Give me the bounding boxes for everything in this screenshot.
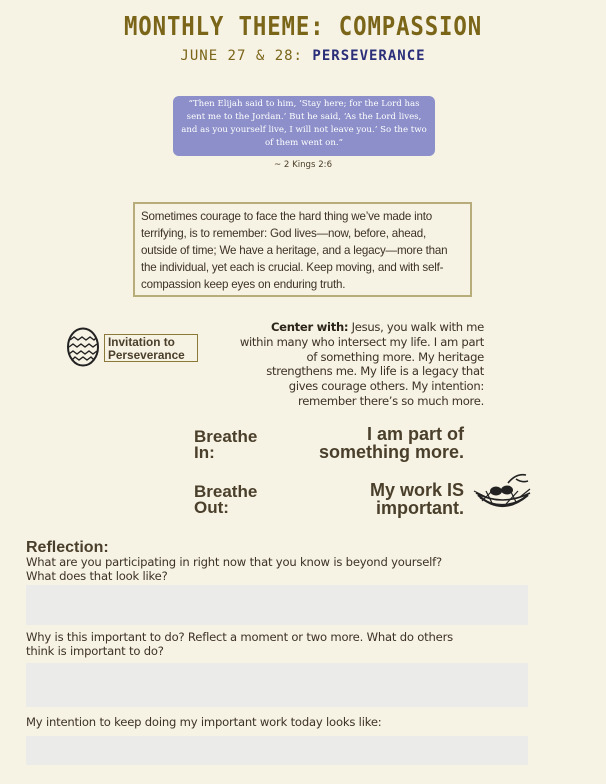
center-line-6: remember there’s so much more. xyxy=(298,393,484,408)
page-title: MONTHLY THEME: COMPASSION xyxy=(123,12,483,42)
answer-box-1[interactable] xyxy=(26,585,528,625)
center-with-text xyxy=(214,320,484,409)
scripture-reference: ~ 2 Kings 2:6 xyxy=(273,160,333,170)
breathe-in-text-line-2: something more. xyxy=(318,442,464,462)
breathe-in-label xyxy=(194,429,284,461)
center-line-4: strengthens me. My life is a legacy that xyxy=(266,364,484,379)
question-2 xyxy=(26,631,546,658)
reflection-heading: Reflection: xyxy=(26,539,109,556)
breathe-out-word: Breathe xyxy=(194,482,258,501)
center-line-1: Jesus, you walk with me xyxy=(351,320,484,334)
answer-box-3[interactable] xyxy=(26,736,528,765)
center-with-label: Center with: xyxy=(270,320,349,334)
subtitle-theme: PERSEVERANCE xyxy=(312,48,426,64)
breathe-in-word: Breathe xyxy=(194,427,258,446)
answer-box-2[interactable] xyxy=(26,663,528,707)
breathe-in-suffix: In: xyxy=(194,443,215,462)
breathe-out-label xyxy=(194,484,284,516)
question-3: My intention to keep doing my important work today looks like: xyxy=(26,715,382,729)
scripture-quote: “Then Elijah said to him, ‘Stay here; for the Lord has sent me to the Jordan.’ But he said, ‘As the Lord lives, and as you yourself live, I will not leave you.’ So the two of them went on.” xyxy=(173,96,435,156)
breathe-out-suffix: Out: xyxy=(194,498,229,517)
breathe-in-text-line-1: I am part of xyxy=(366,424,464,444)
question-2-line-2: think is important to do? xyxy=(26,643,164,658)
center-line-2: within many who intersect my life. I am part xyxy=(239,334,484,349)
breathe-out-text xyxy=(300,481,464,517)
question-1-line-1: What are you participating in right now that you know is beyond yourself? xyxy=(26,555,442,569)
breathe-out-text-line-1: My work IS xyxy=(369,480,464,500)
breathe-out-text-line-2: important. xyxy=(376,498,464,518)
invitation-line-2: Perseverance xyxy=(108,347,185,362)
question-2-line-1: Why is this important to do? Reflect a moment or two more. What do others xyxy=(26,630,453,644)
subtitle-date: JUNE 27 & 28: xyxy=(180,48,303,64)
invitation-line-1: Invitation to xyxy=(108,335,175,349)
center-line-3: of something more. My heritage xyxy=(306,349,484,364)
egg-icon xyxy=(66,325,100,367)
invitation-label xyxy=(104,334,198,362)
intro-box: Sometimes courage to face the hard thing we’ve made into terrifying, is to remember: God lives—now, before, ahead, outside of time; We have a heritage, and a legacy—more than the individual, yet each is crucial. Keep moving, and with self-compassion keep eyes on enduring truth. xyxy=(133,202,472,297)
nest-icon xyxy=(472,471,532,513)
question-1-line-2: What does that look like? xyxy=(26,568,168,583)
page-subtitle xyxy=(0,48,606,64)
question-1 xyxy=(26,556,546,583)
center-line-5: gives courage others. My intention: xyxy=(288,379,484,394)
breathe-in-text xyxy=(300,425,464,461)
